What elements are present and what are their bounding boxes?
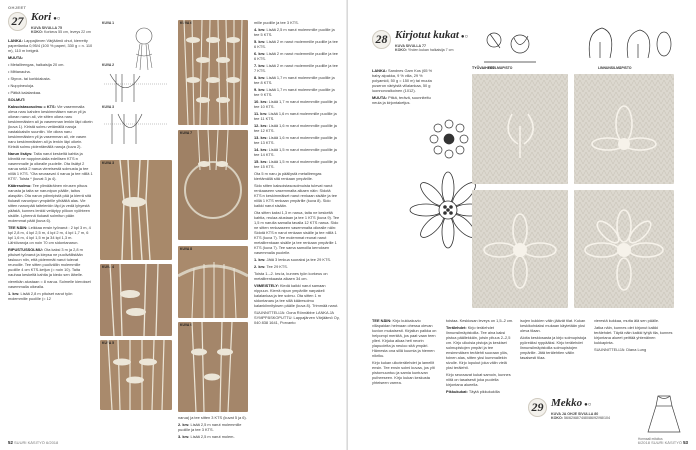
instruction-paragraph bbox=[254, 39, 340, 49]
instruction-heading: 7. krs: bbox=[254, 63, 267, 68]
instruction-paragraph bbox=[254, 75, 340, 85]
project-header bbox=[8, 12, 91, 34]
instruction-text: Taita narut keskeltä kahtia ja kiinnitä ne noppineulalla edellisen KTS:n vasemmalle ja oikealle puolelle. Ota lisätyt 2 narua sekä 2 narua viereisestä solmusta ja tee niillä 1 KTS. "Ota seuraavat 4 narua ja tee niillä 1 KTS". Toista * (kuvat 3 ja 4). bbox=[8, 151, 93, 181]
figure-label: KUVA 9 bbox=[180, 323, 193, 327]
instructions-column-1 bbox=[8, 38, 93, 303]
instruction-paragraph bbox=[178, 422, 250, 432]
instruction-text: • Metallirengas, halkaisija 20 cm. bbox=[8, 62, 65, 67]
instruction-text: Sandnes Garn Kos (65 % baby alpakka, 9 % villa, 29 % polyamidi, 50 g = 150 m) tai muuta puseron väriyistä villalankaa, 50 g luonnonvalkoinen (1012). bbox=[372, 68, 433, 93]
instruction-text: Tee 29 KTS. bbox=[266, 264, 288, 269]
instruction-paragraph bbox=[594, 325, 674, 345]
instruction-text: Lisää 1,6 m narut molemmille puolille ja tee 13 KTS. bbox=[254, 135, 337, 145]
instruction-heading: VIIMEISTELY: bbox=[254, 283, 280, 288]
instructions-column-5 bbox=[254, 20, 340, 327]
instruction-heading: 9. krs: bbox=[254, 87, 267, 92]
instruction-text: Pitkä, terävä, suunniteltu neula ja kirjontaketjus. bbox=[372, 95, 431, 105]
instruction-text: Lisää 2,8 m pituiset narut työn molemmille puolille (= 12 bbox=[8, 291, 73, 301]
instruction-text: SUUNNITTELIJA: Diana Lung bbox=[594, 347, 647, 352]
instruction-paragraph bbox=[8, 151, 93, 181]
instruction-text: Kirjo kukkakuvio villapaidan helmaan ohessa olevan kuvion mukaisesti. Kirjailun paikka on helpompi merkitä, jos paat vaan teen ylleri. Kirjuka aikaa heti neorin ylapuolelta ja neuloo sitä ympäri. Hämesta ona sillä kuumia ja hiemen nikriku. bbox=[372, 318, 437, 358]
dress-sketch bbox=[644, 392, 684, 436]
project-number: 27 bbox=[8, 12, 27, 31]
knit-fabric-photo bbox=[574, 190, 674, 308]
instruction-text: Leikkaa ensin työnarut : 2 kpl 3 m, 4 kpl 2,8 m, 4 kpl 2,5 m, 4 kpl 2 m, 4 kpl 1,7 m, 6 kpl 1,6 m, 4 kpl 1,5 m ja 34 kpl 1,3 m. Lähtövaroja on noin 70 cm sidontanarun. bbox=[8, 225, 91, 245]
solmupisto-diagram bbox=[480, 22, 540, 72]
instruction-paragraph bbox=[254, 27, 340, 37]
mekko-caption: Hormaali mitoitus bbox=[638, 437, 663, 441]
project-size: KOKO: 56/62/68/74/80/86/92/98/104 bbox=[551, 416, 610, 420]
instruction-heading: 2. krs: bbox=[254, 264, 267, 269]
instruction-paragraph bbox=[254, 183, 340, 208]
instruction-heading: RIPUSTUSSOLMU: bbox=[8, 247, 45, 252]
instruction-text: Jätä 3 lenkua suoraksi ja tee 29 KTS. bbox=[266, 257, 331, 262]
instruction-paragraph bbox=[8, 279, 93, 289]
instruction-text: Jatka näin, kunnes olet kirjonut kaikki terälehdet. Täytä näin kaikki tyhjä tila, kunnes kirjontana alueet peittää yhtenäinen kukkapinta. bbox=[594, 325, 673, 345]
instructions-column-b1 bbox=[372, 318, 440, 387]
instruction-heading: 11. krs: bbox=[254, 111, 269, 116]
instruction-text: Kiedä kaikki narut samaan nippuun. Kierrä nipun ympärille narpakeli kalalankaa ja tee solmu. Ota sitten 1 m sidontanaru ja tee sillä kääresolmu kalankiinnityksen päälle (kuva 8). Trimmää narut. bbox=[254, 283, 339, 308]
instruction-text: Aloita keskiosasta ja kirjo solmupistoja pyöreäksi ryppääksi. Kirjo terälehdet linnunsilmäpistoilla solmupistojen ympärille. Jätä terälehtien väliin tasaisesti tilaa. bbox=[520, 335, 587, 360]
instruction-paragraph bbox=[8, 90, 93, 95]
project-number: 29 bbox=[528, 398, 547, 417]
steps-title: TYÖVAIHEET bbox=[472, 66, 495, 70]
figure-3 bbox=[100, 104, 172, 152]
instruction-text: Lappajärven Värjäämö ohut, kierretty paperilanka 0,95/4 (100 % paperi, 330 g = n. 110 m), 110 m beigeä. bbox=[8, 38, 93, 53]
instruction-heading: Kääresolmu: bbox=[8, 183, 33, 188]
instruction-text: Lisää 2 m narut molemmille puolille ja tee 6 KTS. bbox=[254, 39, 338, 49]
instruction-paragraph bbox=[8, 55, 93, 60]
instruction-text: Vie vasemmalla oleva naru kahden keskimmäisen narun yli ja oikean narun ali, vie sitten oikea naru keskimmäisten ali ja vasemman lenkin läpi oikein (kuva 1). Kiristä solmu vetämällä naruja vastakkaisiin suuntiin. Vie oikea naru keskimmäisten yli ja vasemman ali, vie vasen naru keskimmäisten ali ja lenkin läpi oikein. Kiristä solmu pidentämällä naruja (kuva 2). bbox=[8, 104, 93, 149]
macrame-ring-photo bbox=[178, 130, 248, 240]
photo-kuva-7 bbox=[178, 130, 248, 240]
instruction-paragraph bbox=[372, 360, 440, 385]
knot-diagram-2 bbox=[100, 104, 172, 152]
instruction-heading: 14. krs: bbox=[254, 147, 269, 152]
instruction-heading: 15. krs: bbox=[254, 159, 269, 164]
figure-label: KUVA 5 bbox=[102, 341, 115, 345]
instruction-paragraph bbox=[594, 347, 674, 352]
instruction-text: viereikän alustaan = 8 narua. Solmelle kierokset vasemmalla oikealla. bbox=[8, 279, 91, 289]
instruction-paragraph bbox=[254, 210, 340, 255]
instruction-heading: 1. krs: bbox=[8, 291, 21, 296]
instruction-paragraph bbox=[254, 283, 340, 308]
instruction-heading: 4. krs: bbox=[254, 27, 267, 32]
instruction-text: Toista 1.–2. krs:ia, kunnes työn korkeus on metallirenkaasta alkaen 34 cm. bbox=[254, 271, 328, 281]
project-subtitle: KUVA SIVULLA 77 bbox=[395, 44, 427, 48]
instruction-paragraph bbox=[8, 38, 93, 53]
photo-kuva-4 bbox=[100, 264, 172, 336]
instruction-paragraph bbox=[520, 318, 588, 333]
instruction-text: Lisää 2 m narut molemmille puolille ja tee 7 KTS. bbox=[254, 63, 338, 73]
figure-label: KUVA 8 bbox=[180, 247, 193, 251]
instruction-paragraph bbox=[254, 63, 340, 73]
figure-2 bbox=[100, 62, 172, 110]
difficulty-icon: ●○ bbox=[584, 402, 592, 408]
instruction-text: Lisää 1,7 m narut molemmille puolille ja tee 8 KTS. bbox=[254, 75, 335, 85]
instruction-text: vierestä kukkaa, mutta älä sen päälle. bbox=[594, 318, 660, 323]
instruction-text: Ota kaksi 3 m ja 2,8 m pituiset työnarut ja kiepsa ne puoliväliistään taskuun niin, että pidemmät narut tulevat reunoille. Tee sitten puoliväliin molemmille puolille 4 cm KTS-ketjun (= noin 10). Taita nauhaa keskeltä kahtia ja kiedo sen lähelle. bbox=[8, 247, 84, 277]
instruction-paragraph bbox=[372, 68, 440, 93]
instruction-text: Lisää 2,5 m narut molemmille puolille ja tee 3 KTS. bbox=[178, 422, 242, 432]
instruction-text: Ota sitten kaksi 1,3 m narua, taita ne keskeltä kahtia, reulaa alustaan ja tee 1 KTS (kuva 9). Tee 1,5 m narulla samalla tavalla 12 KTS narua. Sido ne sitten renkaaseen vasemmalta oikealle näin: Sidotä KTS:n narut renkaan sisälle ja tee niillä 1 KTS (kuva 7). Tee molemmat reunat narut metallirenkaan sisälle ja tee renkaan ympärille 1 KTS (kuva 7). Tee sama samoilla kerroksen vasemmalla puolelle. bbox=[254, 210, 340, 255]
step-photo-1 bbox=[472, 74, 568, 184]
instruction-heading: Kaksoistasosolmu = KTS: bbox=[8, 104, 57, 109]
instruction-heading: SOLMUT: bbox=[8, 97, 26, 102]
project-header bbox=[372, 30, 468, 52]
difficulty-icon: ●○ bbox=[460, 34, 469, 40]
instruction-heading: 6. krs: bbox=[254, 51, 267, 56]
instruction-heading: 10. krs: bbox=[254, 99, 269, 104]
macrame-pattern-photo bbox=[178, 20, 248, 125]
instruction-heading: TEE NÄIN: bbox=[8, 225, 29, 230]
next-project-header bbox=[528, 398, 610, 420]
figure-label: KUVA 3 bbox=[102, 105, 115, 109]
instruction-text: Kirjo terälehdet linnunsilmäpistoilla. Tee aina kaksi pistoa päällekkäin, jotsin pituus 2–2,5 cm. Kirjo ulkoisia pistoja ja keskiset solmupistojen ympäri ja tee ensimmäisen terälehti suoraan ylös, toinen alas, sitten yksi kummallekin sivulle. Kirjo lopukut joka välin vielä yksi terälehti. bbox=[446, 325, 511, 370]
linnunsilmapisto-stitch-icon bbox=[580, 22, 676, 66]
project-size: KOKO: Yhden kukan halkaisija 7 cm bbox=[395, 48, 454, 52]
page-number-right: 6/2018 SUURI KÄSITYÖ 53 bbox=[637, 440, 688, 445]
instruction-paragraph bbox=[8, 69, 93, 74]
instruction-heading: 3. krs: bbox=[178, 434, 191, 439]
instruction-text: narua) ja tee sitten 3 KTS (kuvat 5 ja 6). bbox=[178, 415, 247, 420]
instruction-paragraph bbox=[254, 123, 340, 133]
instruction-paragraph bbox=[8, 62, 93, 67]
macrame-knot-photo bbox=[100, 340, 172, 410]
instruction-paragraph bbox=[254, 87, 340, 97]
knit-fabric-photo bbox=[472, 74, 568, 184]
instruction-paragraph bbox=[254, 51, 340, 61]
instruction-paragraph bbox=[8, 225, 93, 245]
knot-diagram-1 bbox=[100, 62, 172, 110]
macrame-knot-photo bbox=[100, 160, 172, 260]
instruction-heading: TEE NÄIN: bbox=[372, 318, 393, 323]
project-subtitle: KUVA SIVULLA 75 bbox=[31, 26, 63, 30]
instruction-heading: Pikkukukat: bbox=[446, 389, 469, 394]
step-photo-4 bbox=[574, 190, 674, 308]
instruction-paragraph bbox=[446, 318, 514, 323]
instruction-text: toistaa. Keskiosan leveys on 1,5–2 cm. bbox=[446, 318, 514, 323]
instruction-text: • Styrox- tai korkkialusta. bbox=[8, 76, 51, 81]
instruction-text: Täytä pikkukukilla bbox=[468, 389, 500, 394]
photo-kuva-3 bbox=[100, 160, 172, 260]
figure-label: KUVA 2 bbox=[102, 63, 115, 67]
instructions-column-b3 bbox=[520, 318, 588, 362]
solmupisto-label: SOLMUPISTO bbox=[490, 66, 513, 70]
figure-label: KUVA 6 bbox=[180, 21, 193, 25]
instruction-paragraph bbox=[254, 159, 340, 169]
instruction-paragraph bbox=[8, 97, 93, 102]
instruction-text: mille puolille ja tee 3 KTS. bbox=[254, 20, 299, 25]
instruction-paragraph bbox=[254, 310, 340, 325]
instruction-text: Kirjo kukan ulkoterälehdet ja lamellit ensin. Tee ensin solmi kuvaa, jos ylti pistomuuntuu ja samia kuntuvan puiheeseen. Kirjo kukan keskusta yhteiseen varrea. bbox=[372, 360, 435, 385]
instruction-text: Lisää 2 m narut molemmille puolille ja tee 6 KTS. bbox=[254, 51, 338, 61]
photo-kuva-8 bbox=[178, 246, 248, 318]
small-flower-pattern bbox=[422, 112, 476, 166]
project-number: 28 bbox=[372, 30, 391, 49]
ring-wrap-photo bbox=[178, 246, 248, 318]
instruction-heading: 12. krs: bbox=[254, 123, 269, 128]
solmupisto-stitch-icon bbox=[480, 22, 540, 66]
instruction-text: • Pätkä kalalankaa. bbox=[8, 90, 42, 95]
instruction-text: Lisää 1,5 m narut molemmille puolille ja tee 14 KTS. bbox=[254, 147, 337, 157]
instruction-paragraph bbox=[178, 434, 250, 439]
instruction-heading: 5. krs: bbox=[254, 39, 267, 44]
instruction-paragraph bbox=[8, 104, 93, 149]
materials-column bbox=[372, 68, 440, 107]
project-subtitle: KUVA JA OHJE SIVULLA 80 bbox=[551, 412, 599, 416]
instruction-paragraph bbox=[594, 318, 674, 323]
instructions-column-b2 bbox=[446, 318, 514, 396]
instruction-paragraph bbox=[446, 325, 514, 370]
macrame-knot-photo bbox=[100, 264, 172, 336]
photo-kuva-6 bbox=[178, 20, 248, 125]
instruction-heading: LANKA: bbox=[8, 38, 24, 43]
instruction-text: Tee ylimääräinen nirusen pituus narusta ja taita se narunipun päälle, taitos alaspäin. Ota narun ydinnipistä pää ja kierrä sitä tiukasti narunipun ympärille ylhäältä alas. Vie sitten narunpää taitelenkin läpi ja vedä lyhyestä päästä, kunnes lenkki vetäytyy piiloon vyöhteen sisälle. Lyhennä tiukasti solmitun pään molemmat päät (kuva 6). bbox=[8, 183, 92, 223]
project-size: KOKO: Korkeus 55 cm, leveys 22 cm bbox=[31, 30, 91, 34]
instruction-text: isojen kukkien välin jäävät tilat. Kukan keskikohdaksi mukaan käytetään yksi oleva tilaan. bbox=[520, 318, 586, 333]
instruction-heading: LANKA: bbox=[372, 68, 388, 73]
section-tag: OHJEET bbox=[8, 5, 27, 10]
linnunsilmapisto-label: LINNUNSILMÄPISTO bbox=[598, 66, 632, 70]
instruction-text: Sido sitten kaksoistasosolmuista tulevat narut renkaaseen vasemmalta alkaen näin: Sidotä KTS:n keskimmäiset narut renkaan sisälle ja tee niillä 1 KTS renkaan ympärille (kuva 8). Sido kaikki narut sisään. bbox=[254, 183, 338, 208]
instruction-heading: 13. krs: bbox=[254, 135, 269, 140]
instruction-heading: MUUTA: bbox=[372, 95, 389, 100]
project-title: Kirjotut kukat ●○ bbox=[395, 29, 469, 41]
instruction-text: Lisää 2,5 m narut molemmille puolille ja tee 5 KTS. bbox=[254, 27, 335, 37]
photo-kuva-9 bbox=[178, 322, 248, 412]
instruction-paragraph bbox=[446, 372, 514, 387]
instruction-paragraph bbox=[254, 99, 340, 109]
knit-fabric-photo bbox=[472, 190, 568, 308]
instruction-heading: 1. krs: bbox=[254, 257, 267, 262]
instruction-paragraph bbox=[372, 95, 440, 105]
figure-label: KUVA 4 bbox=[102, 265, 115, 269]
instruction-paragraph bbox=[254, 111, 340, 121]
linnunsilmapisto-diagram bbox=[580, 22, 676, 72]
knit-fabric-photo bbox=[574, 74, 674, 184]
photo-kuva-5 bbox=[100, 340, 172, 410]
instruction-paragraph bbox=[8, 76, 93, 81]
figure-label: KUVA 1 bbox=[102, 21, 115, 25]
instruction-heading: 2. krs: bbox=[178, 422, 191, 427]
instruction-text: Lisää 1,6 m narut molemmille puolille ja tee 12 KTS. bbox=[254, 123, 337, 133]
instruction-text: Lisää 1,5 m narut molemmille puolille ja tee 15 KTS. bbox=[254, 159, 337, 169]
instruction-heading: Terälehdet: bbox=[446, 325, 468, 330]
instruction-paragraph bbox=[254, 147, 340, 157]
instruction-heading: Narun lisäys: bbox=[8, 151, 34, 156]
difficulty-icon: ●○ bbox=[53, 16, 61, 22]
instructions-column-4 bbox=[178, 415, 250, 441]
instruction-paragraph bbox=[8, 291, 93, 301]
instruction-heading: 8. krs: bbox=[254, 75, 267, 80]
instruction-text: Lisää 2,5 m narut molem- bbox=[190, 434, 235, 439]
instruction-paragraph bbox=[178, 415, 250, 420]
instruction-heading: MUUTA: bbox=[8, 55, 24, 60]
instruction-paragraph bbox=[254, 135, 340, 145]
step-photo-2 bbox=[574, 74, 674, 184]
macrame-detail-photo bbox=[178, 322, 248, 412]
instruction-text: Lisää 1,7 m narut molemmille puolille ja tee 10 KTS. bbox=[254, 99, 337, 109]
right-page bbox=[348, 0, 696, 450]
step-photo-3 bbox=[472, 190, 568, 308]
instruction-paragraph bbox=[8, 83, 93, 88]
figure-label: KUVA 7 bbox=[180, 131, 193, 135]
instruction-paragraph bbox=[8, 247, 93, 277]
figure-label: KUVA 3 bbox=[102, 161, 115, 165]
instruction-paragraph bbox=[8, 183, 93, 223]
project-title: Mekko ●○ bbox=[551, 397, 592, 409]
instruction-paragraph bbox=[372, 318, 440, 358]
instruction-paragraph bbox=[254, 271, 340, 281]
instruction-text: • Mittanauha. bbox=[8, 69, 31, 74]
instruction-text: SUUNNITTELIJA: Oona Rönnäbbe LANKA JA SYMPPÄSKOPUTTU: Lappajärven Värjäämö Oy, 040 838 1641, Porvanto bbox=[254, 310, 340, 325]
instruction-paragraph bbox=[520, 335, 588, 360]
instruction-paragraph bbox=[254, 171, 340, 181]
page-number-left: 52 SUURI KÄSITYÖ 6/2018 bbox=[8, 440, 59, 445]
instruction-text: Lisää 1,7 m narut molemmille puolille ja tee 9 KTS. bbox=[254, 87, 335, 97]
instruction-paragraph bbox=[254, 257, 340, 262]
project-title: Kori ●○ bbox=[31, 11, 61, 23]
instruction-text: Kirjo seuraavat kukat samoin, kunnes niitä on tasaisesti joka puolella kirjontana alueella. bbox=[446, 372, 511, 387]
instruction-text: • Nuppineuloja. bbox=[8, 83, 35, 88]
instruction-paragraph bbox=[254, 264, 340, 269]
instruction-paragraph bbox=[446, 389, 514, 394]
instruction-text: Ota 5 m naru ja päällystä metallirengas kiertämällä sitä renkaan ympärille. bbox=[254, 171, 322, 181]
instruction-paragraph bbox=[254, 20, 340, 25]
instruction-text: Lisää 1,6 m narut molemmille puolille ja tee 11 KTS. bbox=[254, 111, 337, 121]
instructions-column-b4 bbox=[594, 318, 674, 354]
